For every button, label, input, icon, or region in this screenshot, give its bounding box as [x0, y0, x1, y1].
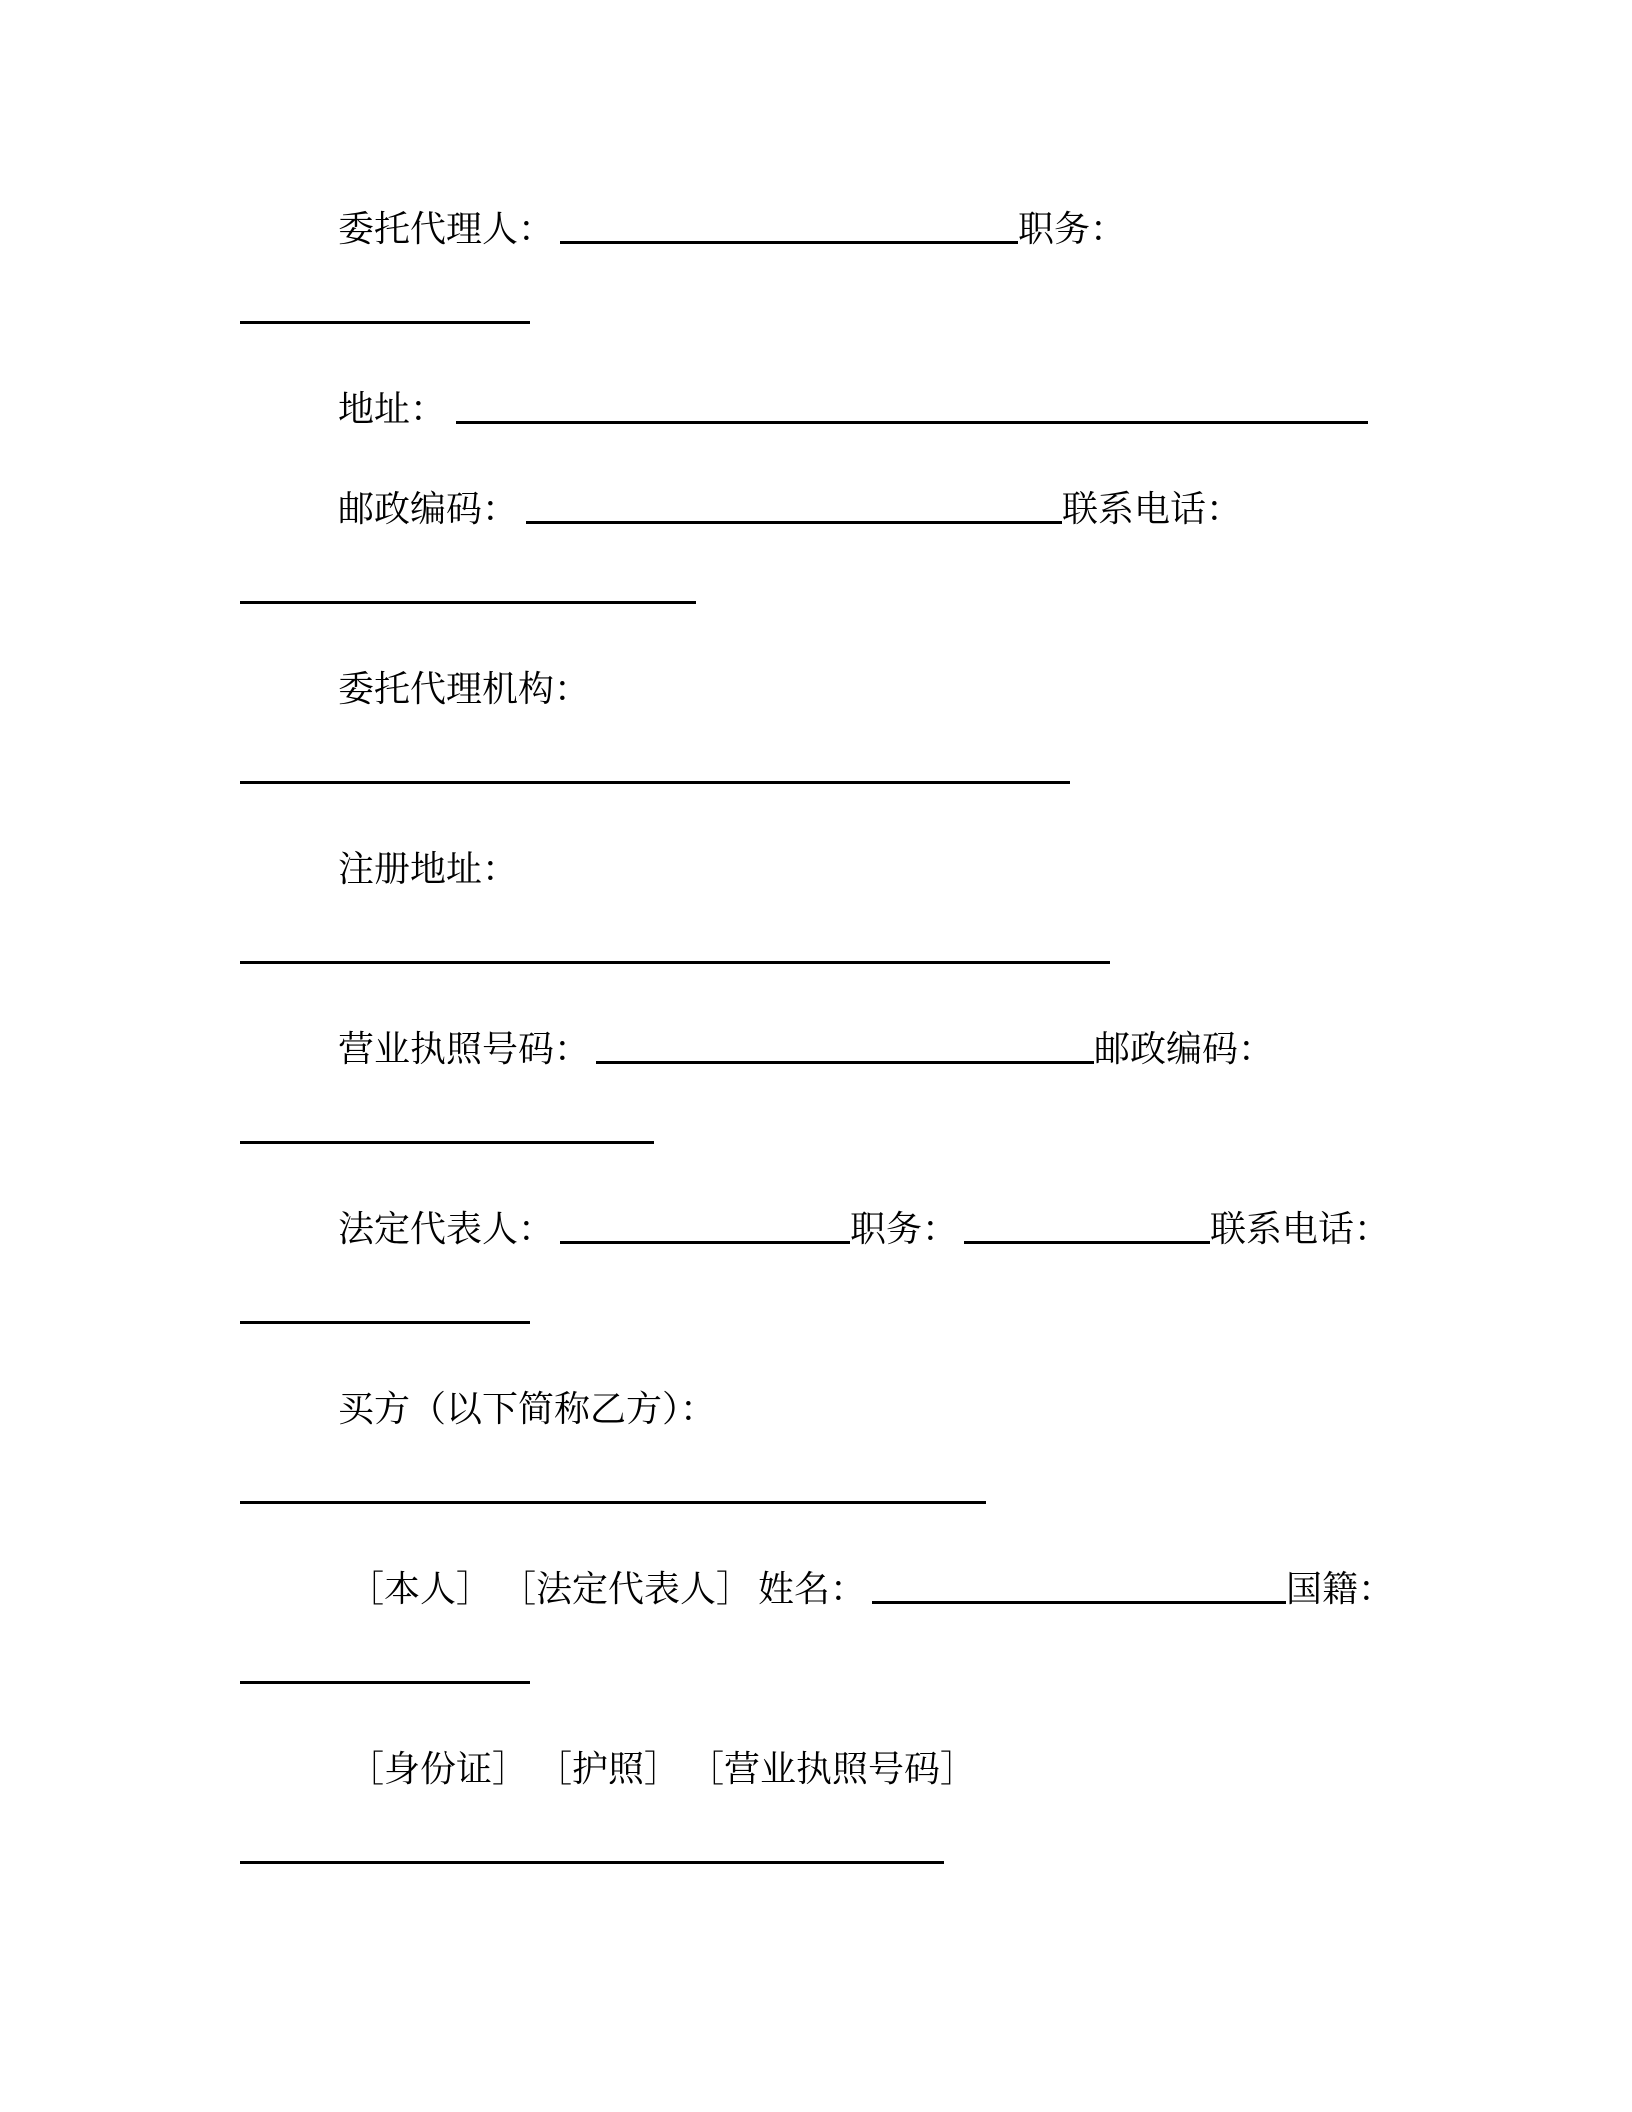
position-blank[interactable] — [240, 321, 530, 324]
phone-row — [0, 548, 696, 608]
buyer-blank[interactable] — [240, 1501, 986, 1504]
nationality-row — [0, 1628, 530, 1688]
buyer-label: 买方（以下简称乙方）： — [338, 1389, 717, 1430]
postcode-2-blank[interactable] — [240, 1141, 654, 1144]
id-number-row — [0, 1808, 944, 1868]
id-number-blank[interactable] — [240, 1861, 944, 1864]
postcode-row — [0, 468, 1242, 528]
legal-rep-row — [0, 1188, 1390, 1248]
agency-blank[interactable] — [240, 781, 1070, 784]
agency-row — [0, 648, 590, 708]
phone-2-blank[interactable] — [240, 1321, 530, 1324]
license-label: 营业执照号码： — [338, 1029, 591, 1070]
postcode-label: 邮政编码： — [338, 489, 519, 530]
reg-address-row — [0, 828, 518, 888]
nationality-blank[interactable] — [240, 1681, 530, 1684]
license-option[interactable]: ［营业执照号码］ — [688, 1749, 977, 1790]
buyer-blank-row — [0, 1448, 986, 1508]
phone-label: 联系电话： — [1062, 489, 1243, 530]
position-row — [0, 268, 530, 328]
postcode-2-row — [0, 1088, 654, 1148]
agency-label: 委托代理机构： — [338, 669, 591, 710]
buyer-name-row — [0, 1548, 1394, 1608]
reg-address-blank-row — [0, 908, 1110, 968]
legal-rep-label: 法定代表人： — [338, 1209, 555, 1250]
license-blank[interactable] — [596, 1061, 1094, 1064]
postcode-blank[interactable] — [526, 521, 1062, 524]
address-label: 地址： — [338, 389, 447, 430]
address-blank[interactable] — [456, 421, 1368, 424]
postcode-label-2: 邮政编码： — [1094, 1029, 1275, 1070]
legal-rep-blank[interactable] — [560, 1241, 850, 1244]
reg-address-label: 注册地址： — [338, 849, 519, 890]
buyer-row — [0, 1368, 716, 1428]
agent-blank[interactable] — [560, 241, 1018, 244]
position-label: 职务： — [1018, 209, 1127, 250]
phone-label-2: 联系电话： — [1210, 1209, 1391, 1250]
self-option[interactable]: ［本人］ — [348, 1569, 493, 1610]
agent-label: 委托代理人： — [338, 209, 555, 250]
agency-blank-row — [0, 728, 1070, 788]
nationality-label: 国籍： — [1286, 1569, 1395, 1610]
phone-2-row — [0, 1268, 530, 1328]
reg-address-blank[interactable] — [240, 961, 1110, 964]
name-blank[interactable] — [872, 1601, 1286, 1604]
id-card-option[interactable]: ［身份证］ — [348, 1749, 529, 1790]
phone-blank[interactable] — [240, 601, 696, 604]
name-label: 姓名： — [758, 1569, 867, 1610]
address-row — [0, 368, 1368, 428]
position-2-blank[interactable] — [964, 1241, 1210, 1244]
agent-row — [0, 188, 1126, 248]
passport-option[interactable]: ［护照］ — [536, 1749, 681, 1790]
license-row — [0, 1008, 1274, 1068]
legal-rep-option[interactable]: ［法定代表人］ — [500, 1569, 753, 1610]
position-label-2: 职务： — [850, 1209, 959, 1250]
id-type-row — [0, 1728, 976, 1788]
